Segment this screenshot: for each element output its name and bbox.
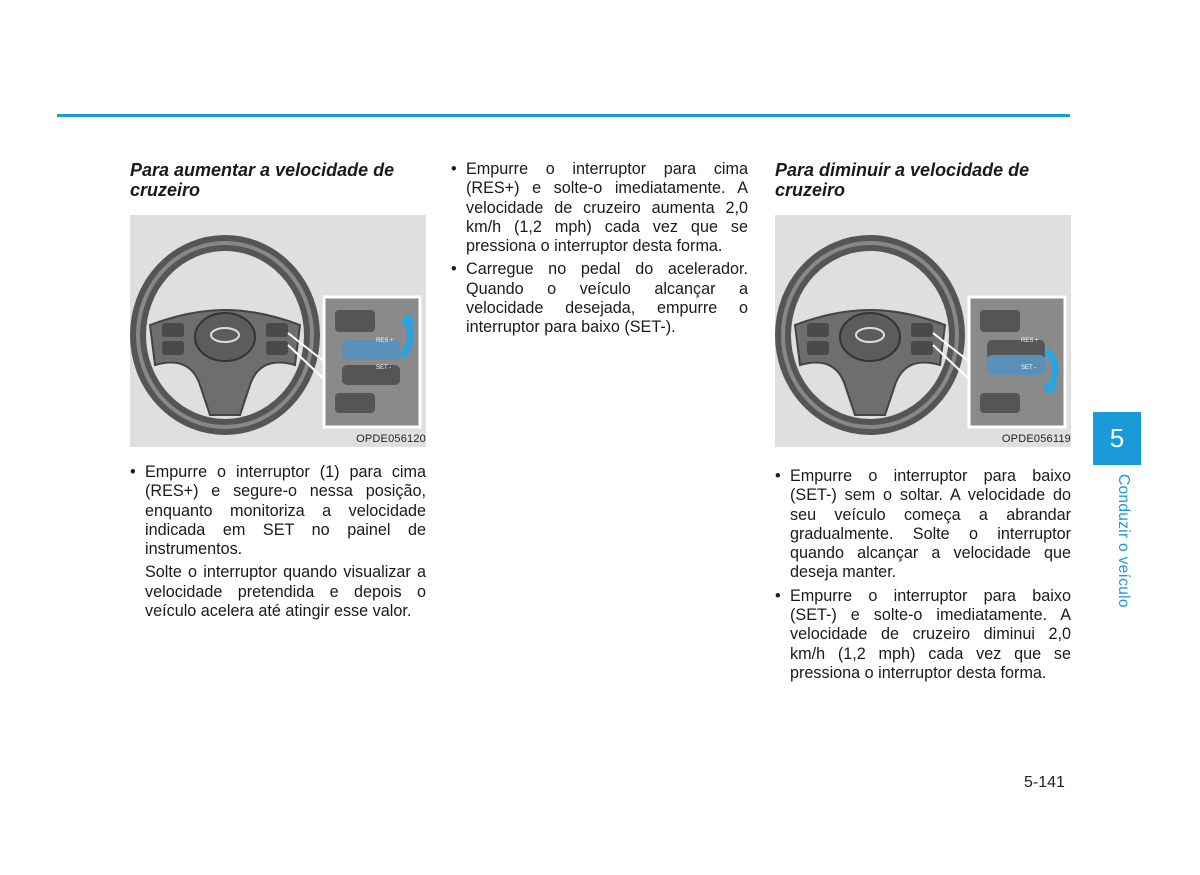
chapter-number-tab: 5 bbox=[1093, 412, 1141, 465]
bullet-icon: • bbox=[775, 586, 781, 605]
list-item bbox=[775, 467, 1071, 583]
chapter-title: Conduzir o veículo bbox=[1115, 474, 1132, 608]
set-minus-label: SET - bbox=[1021, 365, 1037, 371]
bullet-icon: • bbox=[451, 160, 457, 178]
bullet-text: Carregue no pedal do acelerador. Quando o veículo alcançar a velocidade desejada, empurre o interruptor para baixo (SET-). bbox=[466, 260, 748, 337]
bullet-icon: • bbox=[775, 467, 781, 485]
res-plus-label: RES + bbox=[376, 338, 394, 344]
steering-wheel-illustration bbox=[130, 215, 426, 447]
page-number: 5-141 bbox=[1024, 774, 1065, 791]
list-item bbox=[775, 587, 1071, 683]
bullet-icon: • bbox=[451, 260, 457, 279]
middle-column bbox=[451, 160, 748, 342]
bullet-list bbox=[451, 160, 748, 338]
list-item bbox=[130, 463, 426, 559]
bullet-list bbox=[130, 463, 426, 559]
list-item bbox=[451, 160, 748, 256]
set-minus-label: SET - bbox=[376, 365, 392, 371]
bullet-text: Empurre o interruptor (1) para cima (RES+) e segure-o nessa posição, enquanto monitoriza a velocidade indicada em SET no painel de instrumentos. bbox=[145, 463, 426, 559]
list-item bbox=[451, 260, 748, 337]
bullet-text: Empurre o interruptor para baixo (SET-) sem o soltar. A velocidade do seu veículo começa a abrandar gradualmente. Solte o interruptor quando alcançar a velocidade que deseja manter. bbox=[790, 467, 1071, 582]
figure-code: OPDE056120 bbox=[356, 433, 426, 445]
figure-code: OPDE056119 bbox=[1001, 433, 1071, 445]
steering-wheel-illustration bbox=[775, 215, 1071, 447]
bullet-icon: • bbox=[130, 463, 136, 481]
section-heading-decrease: Para diminuir a velocidade de cruzeiro bbox=[775, 160, 1030, 200]
section-heading-increase: Para aumentar a velocidade de cruzeiro bbox=[130, 160, 395, 200]
right-column bbox=[775, 160, 1071, 687]
res-plus-label: RES + bbox=[1021, 338, 1039, 344]
left-column bbox=[130, 160, 426, 621]
header-rule bbox=[57, 114, 1070, 117]
bullet-text: Empurre o interruptor para baixo (SET-) e solte-o imediatamente. A velocidade de cruzeiro diminui 2,0 km/h (1,2 mph) cada vez que se pressiona o interruptor desta forma. bbox=[790, 586, 1071, 682]
steering-wheel-figure-decrease bbox=[775, 215, 1071, 447]
continuation-text: Solte o interruptor quando visualizar a velocidade pretendida e depois o veículo acelera até atingir esse valor. bbox=[145, 563, 426, 621]
bullet-text: Empurre o interruptor para cima (RES+) e solte-o imediatamente. A velocidade de cruzeiro aumenta 2,0 km/h (1,2 mph) cada vez que se pressiona o interruptor desta forma. bbox=[466, 160, 748, 256]
bullet-list bbox=[775, 467, 1071, 683]
steering-wheel-figure-increase bbox=[130, 215, 426, 447]
